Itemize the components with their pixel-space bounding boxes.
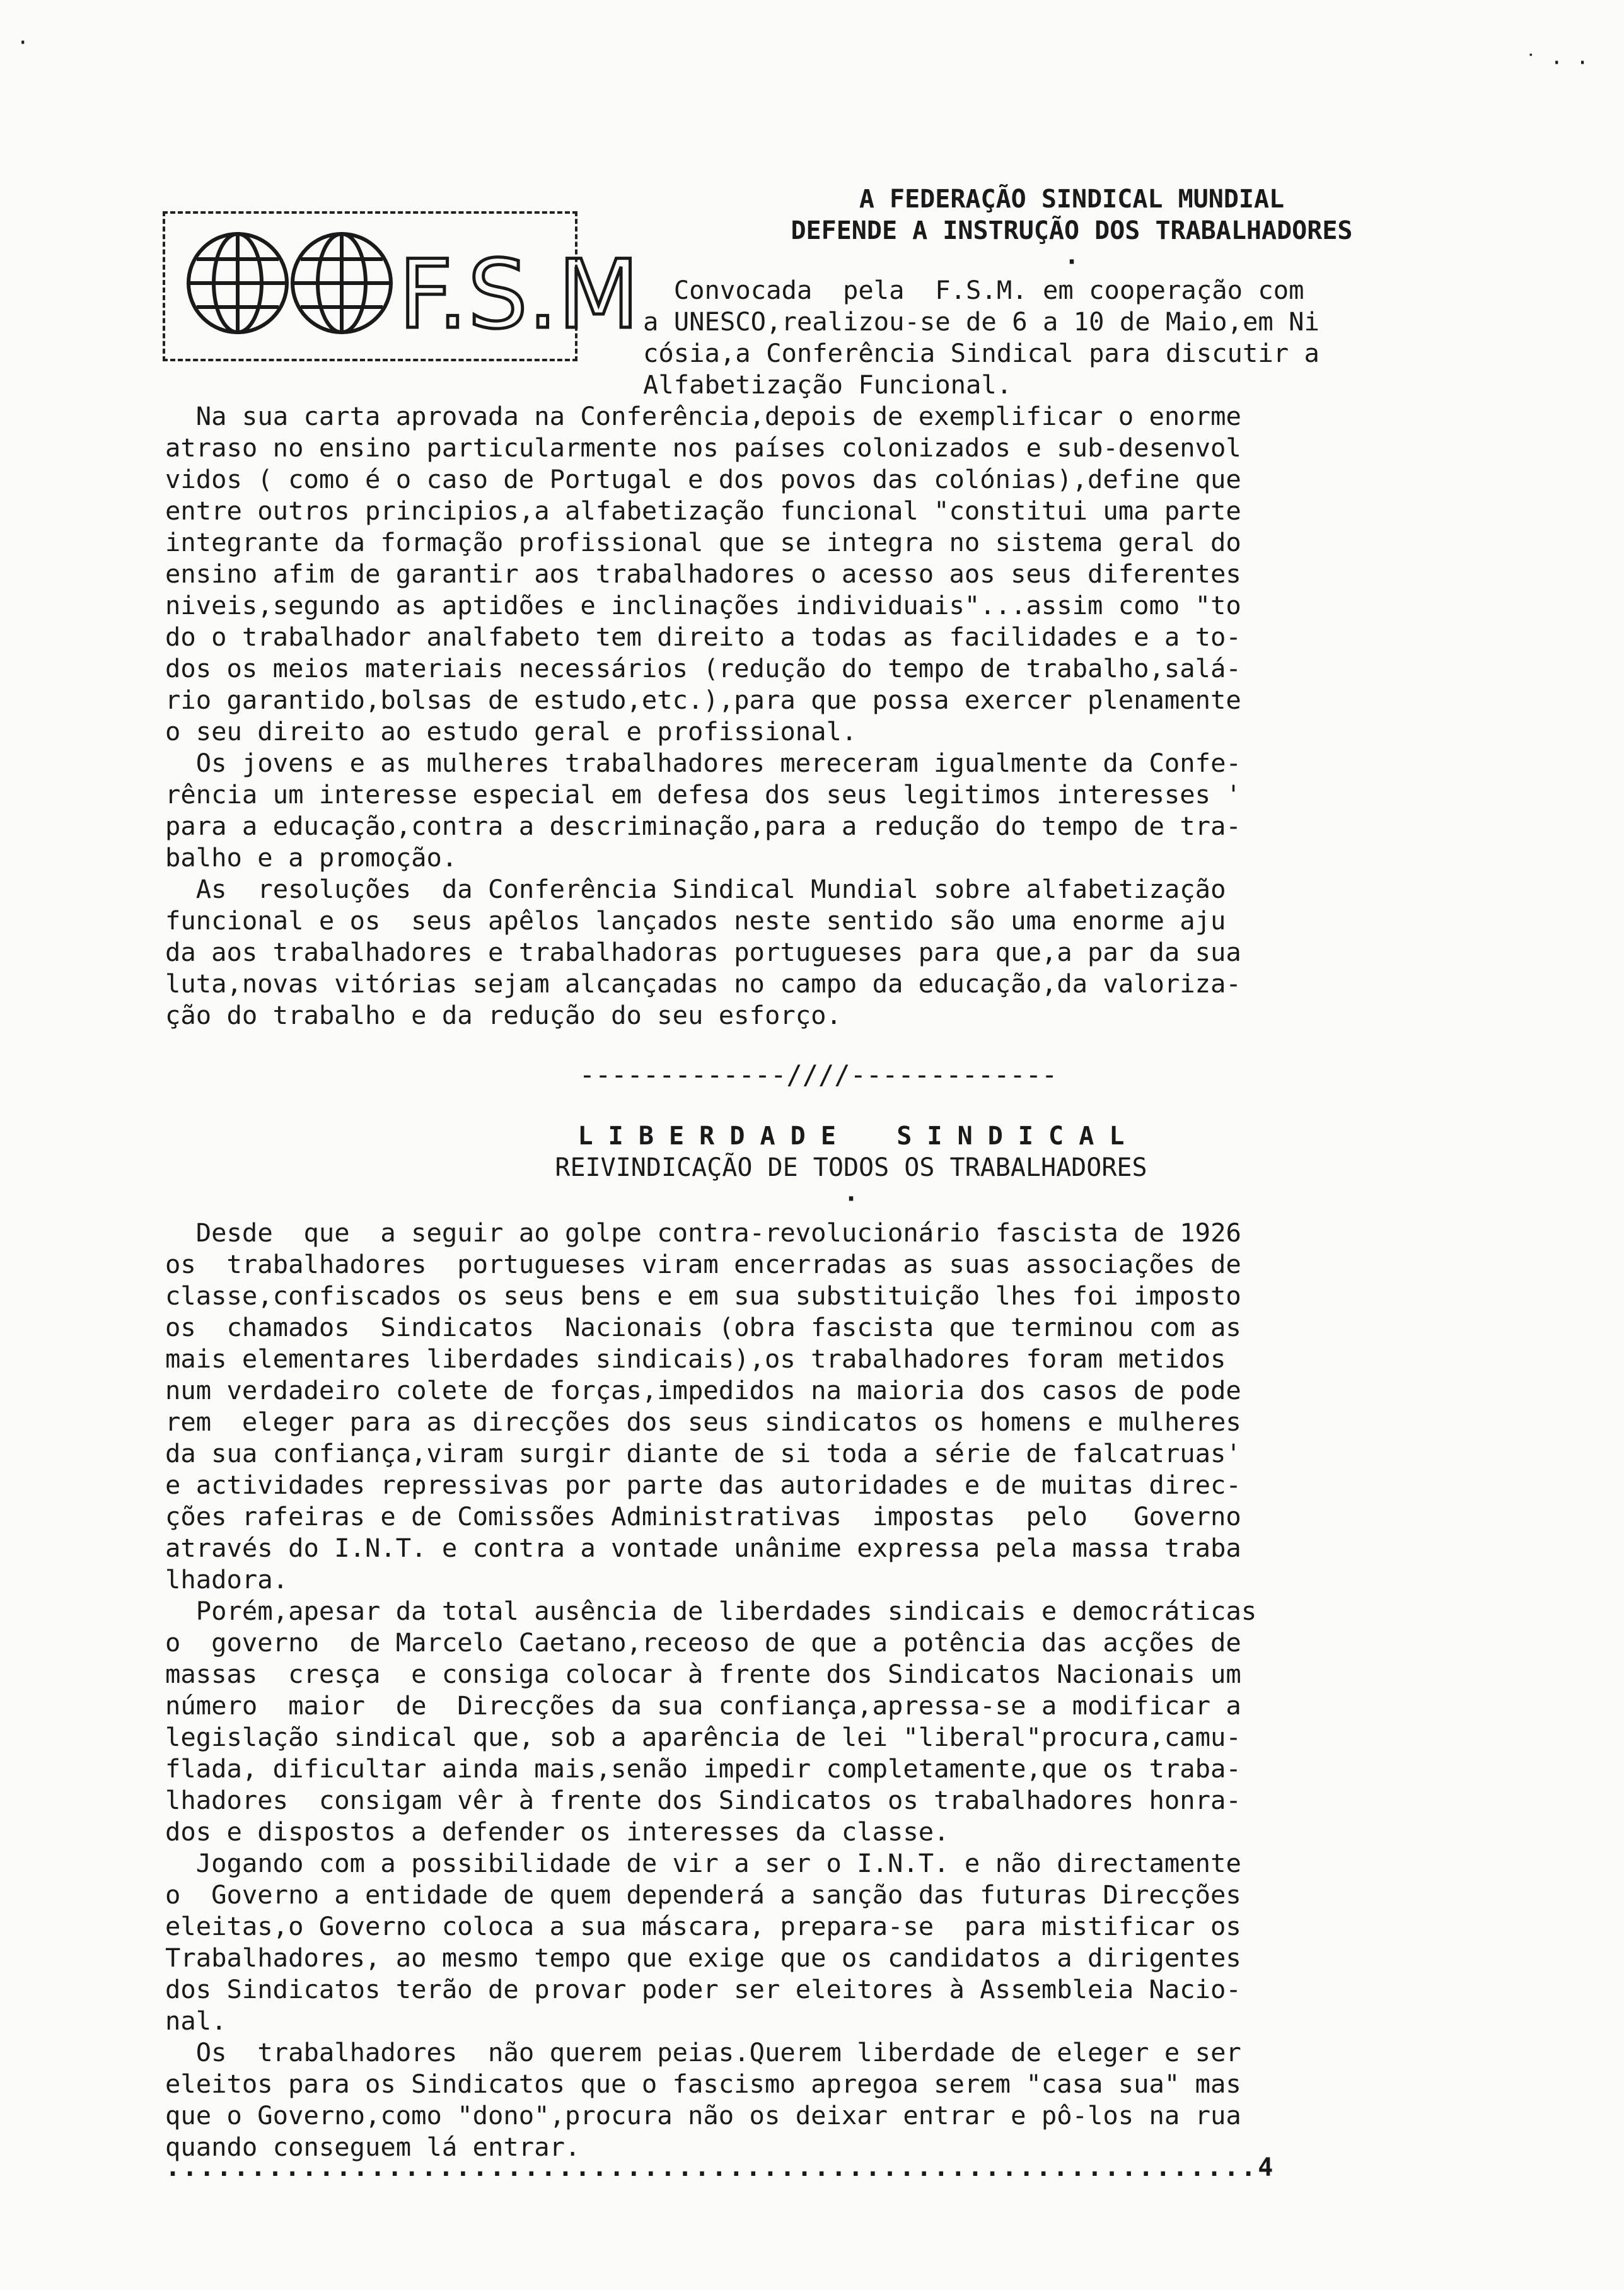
article1-body: Na sua carta aprovada na Conferência,depois de exemplificar o enorme atraso no ensino particularmente nos países colonizados e sub-desenvol vidos ( como é o caso de Portugal e dos povos das colónias),define que entre outros principios,a alfabetização funcional "constitui uma parte integrante da formação profissional que se integra no sistema geral do ensino afim de garantir aos trabalhadores o acesso aos seus diferentes niveis,segundo as aptidões e inclinações individuais"...assim como "to do o trabalhador analfabeto tem direito a todas as facilidades e a to- dos os meios materiais necessários (redução do tempo de trabalho,salá- rio garantido,bolsas de estudo,etc.),para que possa exercer plenamente o seu direito ao estudo geral e profissional. Os jovens e as mulheres trabalhadores mereceram igualmente da Confe- rência um interesse especial em defesa dos seus legitimos interesses ' para a educação,contra a descriminação,para a redução do tempo de tra- balho e a promoção. As resoluções da Conferência Sindical Mundial sobre alfabetização funcional e os seus apêlos lançados neste sentido são uma enorme aju da aos trabalhadores e trabalhadoras portugueses para que,a par da sua luta,novas vitórias sejam alcançadas no campo da educação,da valoriza- ção do trabalho e da redução do seu esforço. (165, 401, 1241, 1030)
title-dot: · (843, 1185, 859, 1214)
logo-text: F.S.M (398, 240, 640, 350)
title-dot: · (1064, 248, 1080, 277)
fsm-logo-graphic (171, 220, 640, 352)
article2-title-line2: REIVINDICAÇÃO DE TODOS OS TRABALHADORES (555, 1153, 1147, 1182)
article1-title-line1: A FEDERAÇÃO SINDICAL MUNDIAL (859, 185, 1285, 214)
page-footer: ................................................................4 (165, 2153, 1275, 2182)
fsm-logo (163, 211, 640, 361)
article1-intro: Convocada pela F.S.M. em cooperação com a UNESCO,realizou-se de 6 a 10 de Maio,em Ni cósia,a Conferência Sindical para discutir a Alfabetização Funcional. (643, 275, 1320, 400)
article2-title-line1: L I B E R D A D E S I N D I C A L (577, 1122, 1125, 1151)
globe-icon (188, 234, 287, 332)
article2-body: Desde que a seguir ao golpe contra-revolucionário fascista de 1926 os trabalhadores portugueses viram encerradas as suas associações de classe,confiscados os seus bens e em sua substituição lhes foi imposto os chamados Sindicatos Nacionais (obra fascista que terminou com as mais elementares liberdades sindicais),os trabalhadores foram metidos num verdadeiro colete de forças,impedidos na maioria dos casos de pode rem eleger para as direcções dos seus sindicatos os homens e mulheres da sua confiança,viram surgir diante de si toda a série de falcatruas' e actividades repressivas por parte das autoridades e de muitas direc- ções rafeiras e de Comissões Administrativas impostas pelo Governo através do I.N.T. e contra a vontade unânime expressa pela massa traba lhadora. Porém,apesar da total ausência de liberdades sindicais e democráticas o governo de Marcelo Caetano,receoso de que a potência das acções de massas cresça e consiga colocar à frente dos Sindicatos Nacionais um número maior de Direcções da sua confiança,apressa-se a modificar a legislação sindical que, sob a aparência de lei "liberal"procura,camu- flada, dificultar ainda mais,senão impedir completamente,que os traba- lhadores consigam vêr à frente dos Sindicatos os trabalhadores honra- dos e dispostos a defender os interesses da classe. Jogando com a possibilidade de vir a ser o I.N.T. e não directamente o Governo a entidade de quem dependerá a sanção das futuras Direcções eleitas,o Governo coloca a sua máscara, prepara-se para mistificar os Trabalhadores, ao mesmo tempo que exige que os candidatos a dirigentes dos Sindicatos terão de provar poder ser eleitores à Assembleia Nacio- nal. Os trabalhadores não querem peias.Querem liberdade de eleger e ser eleitos para os Sindicatos que o fascismo apregoa serem "casa sua" mas que o Governo,como "dono",procura não os deixar entrar e pô-los na rua quando conseguem lá entrar. (165, 1218, 1257, 2162)
scan-mark: ˙ · · (1524, 50, 1589, 76)
scan-mark: · (16, 30, 30, 55)
globe-icon (293, 234, 391, 332)
section-separator: -------------////------------- (579, 1059, 1058, 1090)
article1-title-line2: DEFENDE A INSTRUÇÃO DOS TRABALHADORES (791, 216, 1353, 245)
